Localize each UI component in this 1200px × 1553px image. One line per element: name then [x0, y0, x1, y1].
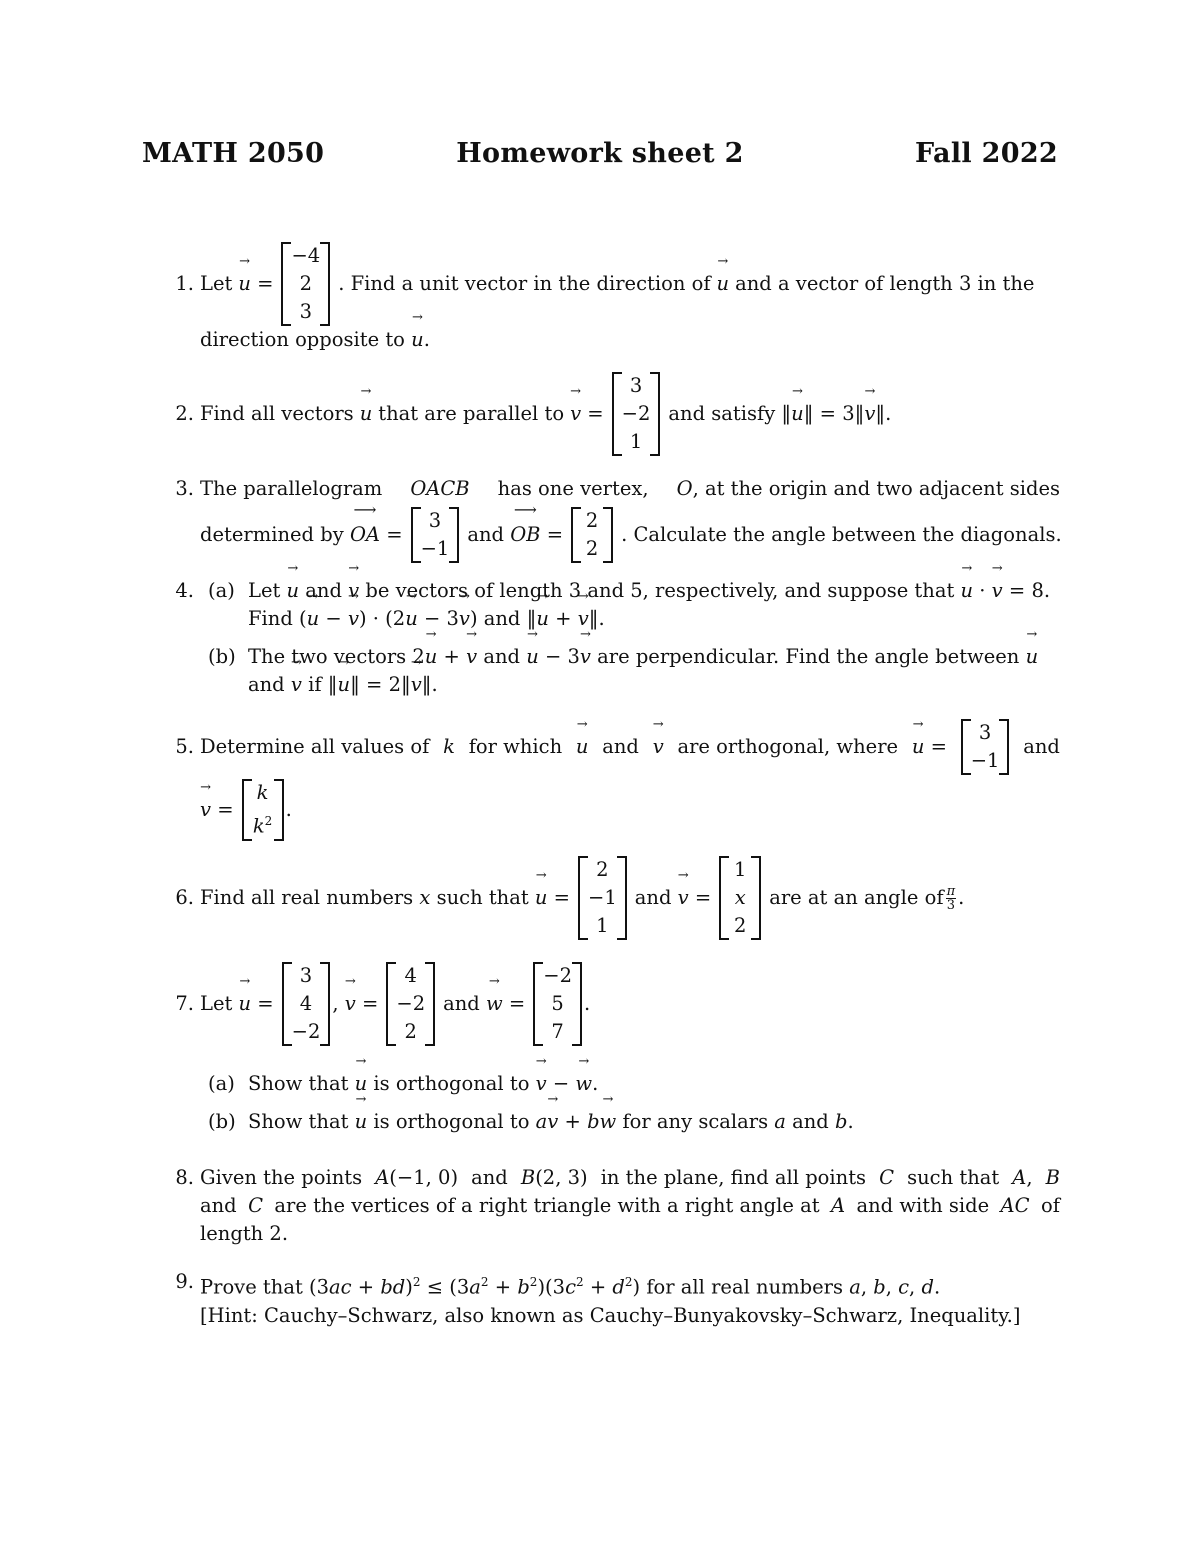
problem-7b: (b) Show that → u is orthogonal to a→ v + b→ w for any scalars a and b.: [208, 1108, 1060, 1136]
vector-v-matrix: 3 −2 1: [612, 372, 661, 456]
vector-v-matrix: 4 −2 2: [386, 962, 435, 1046]
vector-u-matrix: −4 2 3: [281, 242, 330, 326]
problem-number: 3.: [175, 477, 194, 500]
problem-6: 6. Find all real numbers x such that → u = 2 −1 1 and → v = 1 x 2 are at an angle of $\frac{\pi}{3}$ .: [166, 854, 1060, 942]
problem-4b: (b) The two vectors 2→ u + → v and → u − 3→ v are perpendicular. Find the angle between → u and → v if ‖→ u‖ = 2‖→ v‖.: [208, 643, 1060, 699]
problem-number: 1.: [175, 272, 194, 295]
problem-5: 5. Determine all values of k for which → u and → v are orthogonal, where → u = 3 −1 and → v = k $k^2$ .: [166, 716, 1060, 842]
vector-u-matrix: 2 −1 1: [578, 856, 627, 940]
problem-4a: (a) Let → u and → v be vectors of length 3 and 5, respectively, and suppose that → u · → v = 8. Find (→ u − → v) · (2→ u − 3→ v) and ‖→ u + → v‖.: [208, 577, 1060, 633]
vector-w-matrix: −2 5 7: [533, 962, 582, 1046]
course-code: MATH 2050: [142, 138, 325, 169]
hint-text: [Hint: Cauchy–Schwarz, also known as Cauchy–Bunyakovsky–Schwarz, Inequality.]: [200, 1303, 1021, 1327]
problem-number: 6.: [175, 886, 194, 909]
problem-3: 3. The parallelogram OACB has one vertex, O, at the origin and two adjacent sides determined by ⟶ OA = 3 −1 and ⟶ OB = 2 2 . Calculate the angle between the diagonals.: [166, 475, 1060, 567]
problem-7: 7. Let → u = 3 4 −2 , → v = 4 −2 2 and → w = −2 5 7 . (a) Show that → u is orthogonal to → v − → w. (b) Show that → u is orthogonal to a→ v + b→ w for any scalars a and b.: [166, 960, 1060, 1136]
vector-ob-matrix: 2 2: [571, 507, 613, 563]
problem-number: 7.: [175, 992, 194, 1015]
vector-v-matrix: 1 x 2: [719, 856, 761, 940]
problem-number: 4.: [175, 579, 194, 602]
problem-number: 9.: [175, 1270, 194, 1293]
problem-number: 2.: [175, 402, 194, 425]
pi-over-3-fraction: $\frac{\pi}{3}$: [946, 883, 956, 913]
problem-4: [166, 577, 1060, 699]
vector-u-matrix: 3 −1: [961, 719, 1010, 775]
problem-number: 8.: [175, 1166, 194, 1189]
term: Fall 2022: [915, 138, 1058, 169]
problem-8: 8. Given the points A(−1, 0) and B(2, 3) in the plane, find all points C such that A, B and C are the vertices of a right triangle with a right angle at A and with side AC of length 2.: [166, 1164, 1060, 1248]
problem-9: 9. Prove that $(3ac + bd)^2 \le (3a^2 + b^2)(3c^2 + d^2)$ for all real numbers a, b, c, d. [Hint: Cauchy–Schwarz, also known as Cauchy–Bunyakovsky–Schwarz, Inequality.]: [166, 1268, 1060, 1330]
vector-oa-matrix: 3 −1: [411, 507, 460, 563]
problem-7a: (a) Show that → u is orthogonal to → v − → w.: [208, 1070, 1060, 1098]
problem-2: 2. Find all vectors → u that are parallel to → v = 3 −2 1 and satisfy ‖ → u ‖ = 3‖ → v ‖.: [166, 370, 1060, 458]
problem-1: 1. Let → u = −4 2 3 . Find a unit vector in the direction of → u and a vector of length 3 in the direction opposite to → u.: [166, 240, 1060, 354]
vector-u-matrix: 3 4 −2: [282, 962, 331, 1046]
vector-v-matrix: k $k^2$: [242, 779, 284, 841]
sheet-title: Homework sheet 2: [456, 138, 744, 169]
problem-number: 5.: [175, 735, 194, 758]
